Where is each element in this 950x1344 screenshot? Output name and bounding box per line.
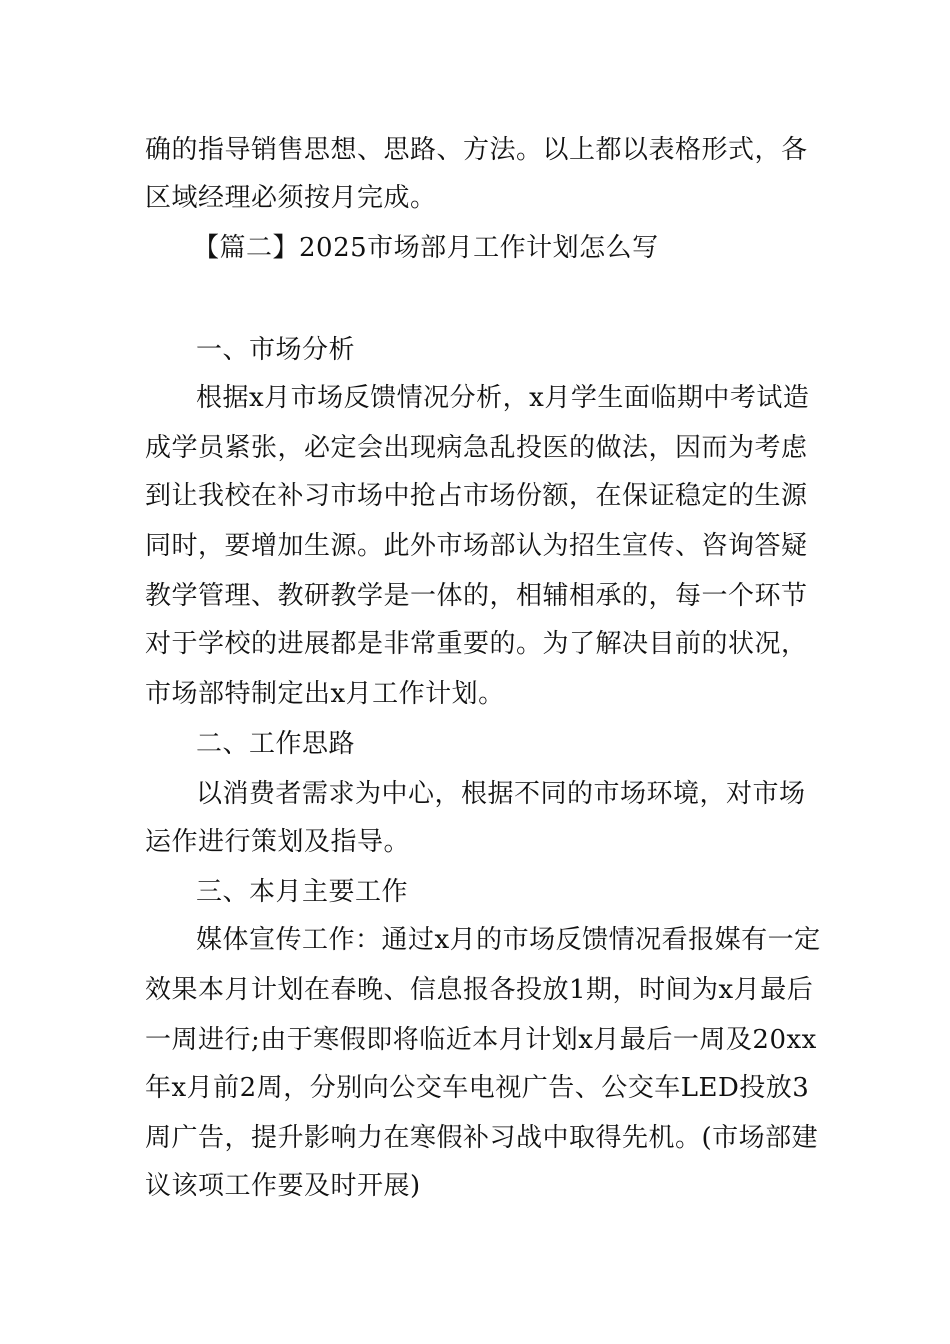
paragraph-1-line-4: 同时，要增加生源。此外市场部认为招生宣传、咨询答疑 [145, 531, 808, 561]
paragraph-1-line-3: 到让我校在补习市场中抢占市场份额，在保证稳定的生源 [145, 481, 808, 511]
paragraph-3-line-5: 周广告，提升影响力在寒假补习战中取得先机。(市场部建 [145, 1123, 819, 1153]
paragraph-1-line-2: 成学员紧张，必定会出现病急乱投医的做法，因而为考虑 [145, 433, 808, 463]
heading-work-approach: 二、工作思路 [196, 729, 356, 759]
paragraph-3-line-3: 一周进行;由于寒假即将临近本月计划x月最后一周及20xx [145, 1025, 817, 1055]
heading-market-analysis: 一、市场分析 [196, 335, 356, 365]
paragraph-2-line-1: 以消费者需求为中心，根据不同的市场环境，对市场 [196, 779, 806, 809]
continuation-line-2: 区域经理必须按月完成。 [145, 183, 437, 213]
paragraph-1-line-6: 对于学校的进展都是非常重要的。为了解决目前的状况， [145, 629, 808, 659]
paragraph-3-line-2: 效果本月计划在春晚、信息报各投放1期，时间为x月最后 [145, 975, 814, 1005]
continuation-line-1: 确的指导销售思想、思路、方法。以上都以表格形式，各 [145, 135, 808, 165]
heading-main-work: 三、本月主要工作 [196, 877, 409, 907]
paragraph-3-line-4: 年x月前2周，分别向公交车电视广告、公交车LED投放3 [145, 1073, 810, 1103]
paragraph-1-line-5: 教学管理、教研教学是一体的，相辅相承的，每一个环节 [145, 581, 808, 611]
paragraph-1-line-1: 根据x月市场反馈情况分析，x月学生面临期中考试造 [196, 383, 810, 413]
section-title: 【篇二】2025市场部月工作计划怎么写 [193, 233, 659, 263]
paragraph-3-line-6: 议该项工作要及时开展) [145, 1171, 421, 1201]
paragraph-1-line-7: 市场部特制定出x月工作计划。 [145, 679, 505, 709]
paragraph-3-line-1: 媒体宣传工作：通过x月的市场反馈情况看报媒有一定 [196, 925, 821, 955]
paragraph-2-line-2: 运作进行策划及指导。 [145, 827, 411, 857]
